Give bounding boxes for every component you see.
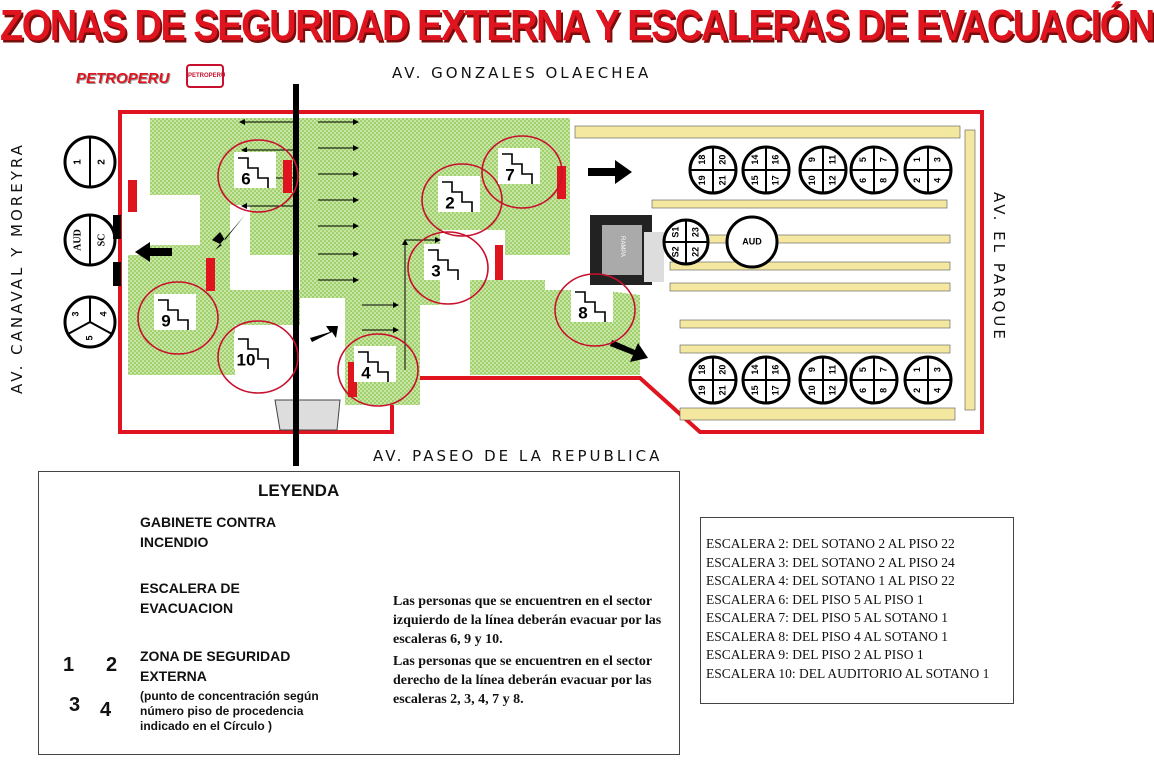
svg-text:8: 8 (878, 177, 889, 183)
svg-text:6: 6 (241, 169, 251, 189)
svg-text:6: 6 (858, 177, 869, 183)
svg-text:S2: S2 (670, 246, 681, 258)
svg-text:1: 1 (912, 367, 923, 373)
legend-note-right: Las personas que se encuentren en el sector derecho de la línea deberán evacuar por las escaleras 2, 3, 4, 7 y 8. (393, 654, 652, 707)
svg-text:3: 3 (431, 261, 441, 281)
zone-top-3 (851, 147, 897, 193)
zone-mid (664, 220, 708, 264)
legend-zone-title: ZONA DE SEGURIDAD EXTERNA (140, 648, 291, 684)
svg-text:5: 5 (858, 367, 869, 373)
street-top: AV. GONZALES OLAECHEA (392, 64, 652, 82)
svg-text:4: 4 (932, 387, 943, 393)
stairs-list-item: ESCALERA 8: DEL PISO 4 AL SOTANO 1 (706, 628, 949, 644)
zone-top-1 (743, 147, 789, 193)
svg-text:8: 8 (878, 387, 889, 393)
stairs-list-item: ESCALERA 4: DEL SOTANO 1 AL PISO 22 (706, 573, 955, 588)
petroperu-badge-icon: PETROPERU (186, 64, 224, 88)
svg-text:9: 9 (161, 311, 171, 331)
svg-text:2: 2 (912, 387, 923, 393)
svg-text:1: 1 (72, 159, 84, 165)
legend-zone-num-3: 3 (69, 694, 81, 716)
svg-text:15: 15 (750, 175, 761, 186)
zone-top-4 (905, 147, 951, 193)
svg-text:20: 20 (717, 154, 728, 165)
svg-text:S1: S1 (670, 226, 681, 238)
svg-text:14: 14 (750, 154, 761, 165)
stairs-list-item: ESCALERA 10: DEL AUDITORIO AL SOTANO 1 (706, 665, 990, 681)
svg-text:21: 21 (717, 385, 728, 396)
stairs-list-item: ESCALERA 2: DEL SOTANO 2 AL PISO 22 (706, 536, 955, 551)
stairs-list-item: ESCALERA 9: DEL PISO 2 AL PISO 1 (706, 647, 924, 662)
legend-title: LEYENDA (258, 481, 340, 500)
zone-bottom-4 (905, 357, 951, 403)
ramp-label: RAMPA (619, 236, 625, 257)
svg-text:7: 7 (505, 165, 515, 185)
svg-text:12: 12 (827, 175, 838, 186)
svg-text:AUD: AUD (72, 229, 84, 251)
svg-text:5: 5 (858, 157, 869, 163)
svg-text:3: 3 (932, 367, 943, 373)
svg-text:18: 18 (697, 154, 708, 165)
street-bottom: AV. PASEO DE LA REPUBLICA (373, 447, 663, 465)
svg-text:19: 19 (697, 385, 708, 396)
svg-text:4: 4 (361, 363, 371, 383)
page-title: ZONAS DE SEGURIDAD EXTERNA Y ESCALERAS DE EVACUACIÓN (0, 2, 1154, 51)
svg-text:3: 3 (932, 157, 943, 163)
zone-top-2 (800, 147, 846, 193)
svg-text:17: 17 (770, 175, 781, 186)
svg-text:9: 9 (807, 367, 818, 373)
svg-text:8: 8 (578, 303, 588, 323)
svg-text:21: 21 (717, 175, 728, 186)
stairs-list-item: ESCALERA 3: DEL SOTANO 2 AL PISO 24 (706, 554, 955, 570)
svg-text:18: 18 (697, 364, 708, 375)
zone-bottom-2 (800, 357, 846, 403)
zone-left-3 (65, 297, 115, 347)
svg-text:4: 4 (932, 177, 943, 183)
svg-text:7: 7 (878, 367, 889, 373)
legend-stair-label: ESCALERA DE EVACUACION (140, 580, 240, 616)
zone-left-1 (65, 137, 115, 187)
svg-text:5: 5 (84, 335, 95, 341)
legend-zone-description: (punto de concentración según número piso de procedencia indicado en el Círculo ) (140, 689, 319, 733)
petroperu-logo: PETROPERU (76, 70, 170, 87)
svg-text:2: 2 (445, 193, 455, 213)
svg-text:23: 23 (690, 227, 701, 238)
svg-text:2: 2 (96, 159, 108, 165)
zone-bottom-0 (690, 357, 736, 403)
svg-text:14: 14 (750, 364, 761, 375)
legend-zone-num-2: 2 (106, 654, 118, 676)
svg-text:15: 15 (750, 385, 761, 396)
svg-text:4: 4 (98, 311, 109, 317)
zone-bottom-1 (743, 357, 789, 403)
svg-text:12: 12 (827, 385, 838, 396)
svg-text:11: 11 (827, 364, 838, 375)
legend-zone-num-4: 4 (100, 699, 112, 721)
svg-text:22: 22 (690, 246, 701, 257)
svg-text:AUD: AUD (742, 236, 762, 247)
svg-text:2: 2 (912, 177, 923, 183)
svg-text:1: 1 (912, 157, 923, 163)
svg-text:20: 20 (717, 364, 728, 375)
legend-zone-num-1: 1 (63, 654, 75, 676)
svg-text:7: 7 (878, 157, 889, 163)
legend-cabinet-label: GABINETE CONTRA INCENDIO (140, 514, 276, 550)
svg-text:6: 6 (858, 387, 869, 393)
stairs-list (706, 535, 989, 683)
entrance-canopy (275, 400, 340, 430)
zone-aud (727, 217, 777, 267)
svg-text:17: 17 (770, 385, 781, 396)
legend-note-left: Las personas que se encuentren en el sector izquierdo de la línea deberán evacuar por las escaleras 6, 9 y 10. (393, 594, 662, 647)
svg-text:10: 10 (807, 175, 818, 186)
street-right: AV. EL PARQUE (990, 192, 1008, 342)
zone-bottom-3 (851, 357, 897, 403)
zone-top-0 (690, 147, 736, 193)
street-left: AV. CANAVAL Y MOREYRA (8, 142, 26, 394)
svg-text:10: 10 (236, 350, 256, 370)
svg-text:16: 16 (770, 154, 781, 165)
svg-text:16: 16 (770, 364, 781, 375)
svg-text:3: 3 (70, 311, 81, 317)
svg-text:11: 11 (827, 154, 838, 165)
svg-text:9: 9 (807, 157, 818, 163)
svg-text:SC: SC (96, 233, 108, 247)
svg-text:19: 19 (697, 175, 708, 186)
stairs-list-item: ESCALERA 7: DEL PISO 5 AL SOTANO 1 (706, 610, 949, 625)
svg-text:10: 10 (807, 385, 818, 396)
zone-left-2 (65, 215, 115, 265)
stairs-list-item: ESCALERA 6: DEL PISO 5 AL PISO 1 (706, 591, 924, 607)
